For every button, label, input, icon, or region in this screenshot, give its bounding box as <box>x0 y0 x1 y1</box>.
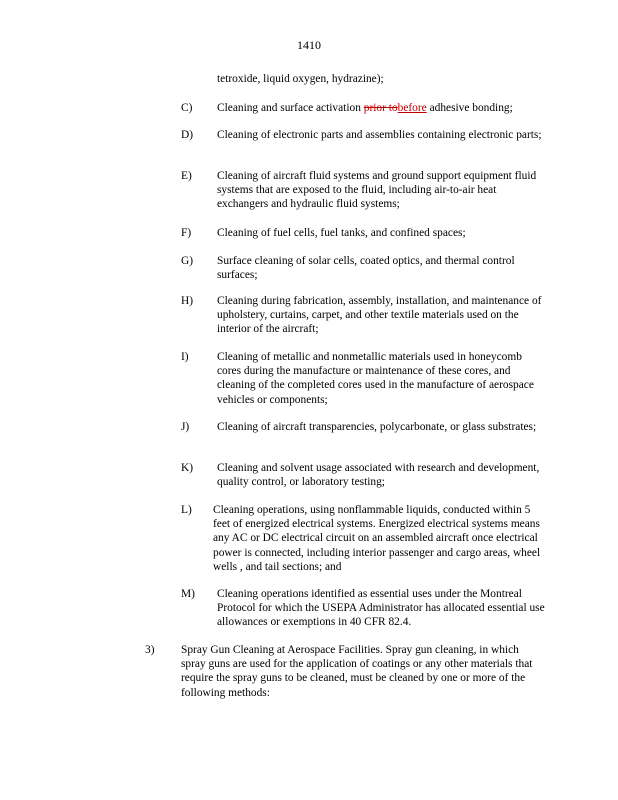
list-item-label: J) <box>181 421 190 433</box>
list-item-text: Cleaning and solvent usage associated with research and development, quality control, or laboratory testing; <box>217 462 540 489</box>
list-item-text: Cleaning of electronic parts and assemblies containing electronic parts; <box>217 129 542 141</box>
list-item-text: Cleaning during fabrication, assembly, installation, and maintenance of upholstery, curtains, carpet, and other textile materials used on the interior of the aircraft; <box>217 295 542 336</box>
list-item-text: Cleaning of metallic and nonmetallic materials used in honeycomb cores during the manufacture or maintenance of these cores, and cleaning of the completed cores used in the manufacture of aerospace vehicles or components; <box>217 351 534 406</box>
continuation-text <box>217 72 384 86</box>
list-item-text: Cleaning of aircraft fluid systems and ground support equipment fluid systems that are exposed to the fluid, including air-to-air heat exchangers and hydraulic fluid systems; <box>217 170 537 211</box>
list-item-label: H) <box>181 295 194 307</box>
list-item-label: C) <box>181 102 193 114</box>
list-item-label: L) <box>181 504 192 516</box>
section-text: Spray Gun Cleaning at Aerospace Facilities. Spray gun cleaning, in which spray guns are used for the application of coatings or any other materials that require the spray guns to be cleaned, must be cleaned by one or more of the following methods: <box>181 644 533 699</box>
text-after-edit: adhesive bonding; <box>426 102 513 114</box>
list-item-text <box>217 101 547 115</box>
deleted-text: prior to <box>363 102 398 114</box>
list-item-label: M) <box>181 588 195 600</box>
list-item-text: Cleaning of aircraft transparencies, polycarbonate, or glass substrates; <box>217 421 537 433</box>
list-item-text: Cleaning operations, using nonflammable liquids, conducted within 5 feet of energized electrical systems. Energized electrical systems means any AC or DC electrical circuit on an assembled aircraft once electrical power is connected, including interior passenger and cargo areas, wheel wells , and tail sections; and <box>213 504 541 573</box>
continuation-text-line: tetroxide, liquid oxygen, hydrazine); <box>217 73 384 85</box>
section-label: 3) <box>145 644 155 656</box>
list-item-label: K) <box>181 462 194 474</box>
text-before-edit: Cleaning and surface activation <box>217 102 364 114</box>
inserted-text: before <box>397 102 427 114</box>
list-item-label: D) <box>181 129 194 141</box>
list-item-label: E) <box>181 170 192 182</box>
list-item-text: Cleaning operations identified as essential uses under the Montreal Protocol for which the USEPA Administrator has allocated essential use allowances or exemptions in 40 CFR 82.4. <box>217 588 545 629</box>
list-item-label: I) <box>181 351 189 363</box>
list-item-label: G) <box>181 255 194 267</box>
page-number: 1410 <box>297 38 321 52</box>
list-item-text: Cleaning of fuel cells, fuel tanks, and confined spaces; <box>217 227 466 239</box>
list-item-label: F) <box>181 227 192 239</box>
list-item-text: Surface cleaning of solar cells, coated optics, and thermal control surfaces; <box>217 255 515 282</box>
